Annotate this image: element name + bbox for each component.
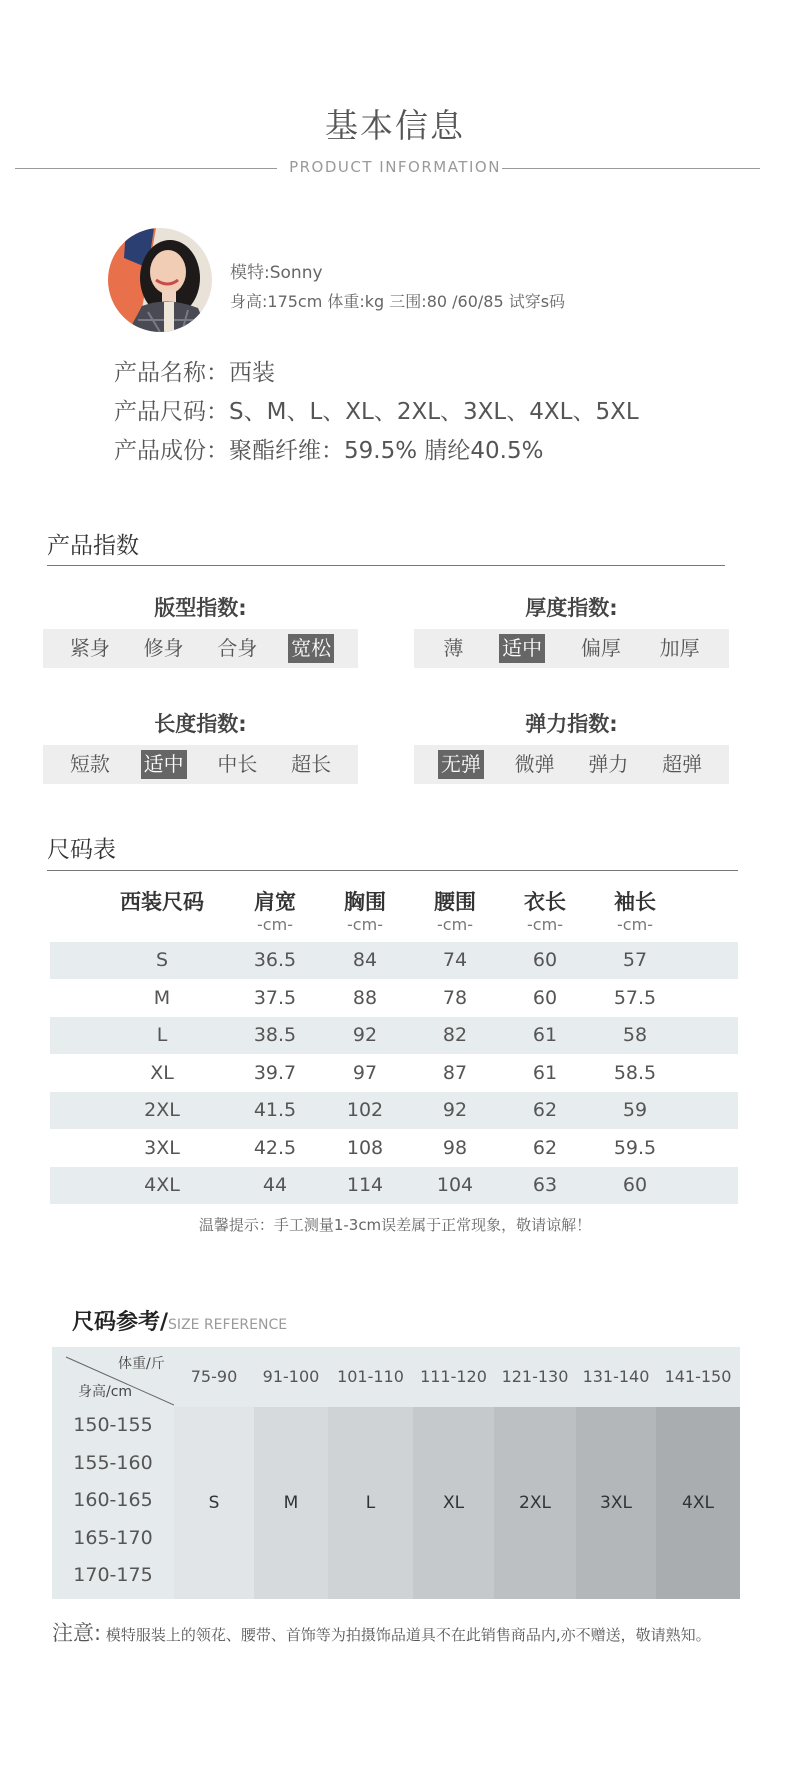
page-subtitle: PRODUCT INFORMATION (289, 158, 501, 176)
size-label-cell: 4XL (144, 1174, 180, 1196)
measurement-cell: 114 (346, 1174, 384, 1196)
size-chart-unit: -cm- (347, 915, 383, 934)
measurement-cell: 74 (442, 949, 468, 971)
elasticity-index-bar (414, 745, 729, 784)
measurement-cell: 57.5 (613, 986, 657, 1009)
measurement-cell: 92 (442, 1099, 468, 1121)
elasticity-option-selected: 无弹 (438, 750, 484, 779)
measurement-cell: 39.7 (253, 1061, 297, 1084)
divider-right (502, 168, 760, 169)
size-label-cell: L (156, 1024, 168, 1046)
note-text: 模特服装上的领花、腰带、首饰等为拍摄饰品道具不在此销售商品内,亦不赠送，敬请熟知。 (105, 1626, 711, 1644)
size-chart-header: 腰围 (434, 890, 476, 914)
size-chart-row (50, 942, 738, 979)
height-range-label: 160-165 (73, 1489, 153, 1511)
note-label: 注意: (52, 1621, 102, 1645)
size-reference-corner (52, 1347, 174, 1407)
disclaimer-note (52, 1617, 711, 1647)
fit-index-title: 版型指数: (154, 596, 247, 620)
measurement-cell: 88 (352, 986, 378, 1009)
measurement-cell: 37.5 (253, 986, 297, 1009)
measurement-cell: 58.5 (613, 1061, 657, 1084)
measurement-cell: 102 (346, 1099, 384, 1121)
indices-divider (47, 565, 725, 566)
length-index-bar (43, 745, 358, 784)
measurement-cell: 82 (442, 1024, 468, 1046)
product-name: 产品名称：西装 (114, 360, 275, 386)
measurement-cell: 42.5 (253, 1136, 297, 1159)
thickness-option-selected: 适中 (499, 634, 545, 663)
size-label-cell: 2XL (144, 1099, 180, 1121)
measurement-cell: 59 (622, 1099, 648, 1121)
measurement-cell: 84 (352, 949, 378, 971)
size-chart-divider (47, 870, 738, 871)
size-chart-row (50, 1092, 738, 1129)
model-photo (108, 228, 212, 332)
measurement-cell: 38.5 (253, 1024, 297, 1046)
measurement-cell: 104 (436, 1174, 474, 1196)
recommended-size: L (365, 1493, 376, 1513)
size-chart-header: 西装尺码 (120, 890, 204, 914)
measurement-cell: 61 (532, 1061, 558, 1084)
size-chart-header: 袖长 (614, 890, 656, 914)
size-chart-unit: -cm- (437, 915, 473, 934)
size-label-cell: 3XL (144, 1136, 180, 1159)
size-chart-header: 衣长 (524, 890, 566, 914)
size-chart-row (50, 1130, 738, 1167)
measurement-cell: 61 (532, 1024, 558, 1046)
measurement-cell: 44 (262, 1174, 288, 1196)
measurement-cell: 60 (532, 949, 558, 971)
thickness-option: 加厚 (659, 636, 700, 660)
weight-range-header: 111-120 (420, 1367, 487, 1386)
model-name: 模特:Sonny (230, 263, 323, 283)
measurement-cell: 41.5 (253, 1099, 297, 1121)
corner-height-label: 身高/cm (78, 1384, 133, 1400)
fit-option-selected: 宽松 (288, 634, 334, 663)
fit-option: 合身 (217, 636, 258, 660)
product-sizes: 产品尺码：S、M、L、XL、2XL、3XL、4XL、5XL (114, 399, 639, 425)
measurement-cell: 62 (532, 1099, 558, 1121)
elasticity-option: 超弹 (662, 752, 703, 776)
weight-range-header: 91-100 (262, 1367, 320, 1386)
recommended-size: XL (442, 1493, 465, 1513)
size-reference-title (72, 1305, 287, 1336)
fit-index-bar (43, 629, 358, 668)
weight-range-header: 141-150 (664, 1367, 732, 1386)
length-option: 超长 (291, 752, 332, 776)
measurement-cell: 59.5 (613, 1136, 657, 1159)
elasticity-option: 弹力 (588, 752, 629, 776)
weight-range-header: 75-90 (190, 1367, 238, 1386)
height-range-label: 165-170 (73, 1526, 153, 1549)
measurement-cell: 57 (622, 949, 648, 971)
model-stats: 身高:175cm 体重:kg 三围:80 /60/85 试穿s码 (230, 292, 566, 311)
height-range-label: 150-155 (73, 1414, 153, 1436)
thickness-index-bar (414, 629, 729, 668)
measurement-cell: 62 (532, 1136, 558, 1159)
fit-option: 修身 (143, 636, 184, 660)
measurement-cell: 63 (532, 1174, 558, 1196)
measurement-cell: 98 (442, 1136, 468, 1159)
model-avatar (108, 228, 212, 332)
thickness-option: 偏厚 (580, 636, 621, 660)
length-option: 短款 (69, 752, 110, 776)
length-option-selected: 适中 (141, 750, 187, 779)
size-chart-unit: -cm- (527, 915, 563, 934)
height-range-label: 155-160 (73, 1451, 153, 1474)
indices-section-title: 产品指数 (47, 533, 139, 559)
size-label-cell: S (155, 949, 169, 971)
recommended-size: S (208, 1493, 220, 1513)
elasticity-option: 微弹 (514, 752, 555, 776)
measurement-cell: 36.5 (253, 949, 297, 971)
size-chart-row (50, 1055, 738, 1092)
size-label-cell: XL (150, 1061, 174, 1084)
size-reference-title-text: 尺码参考/ (72, 1310, 169, 1335)
length-index-title: 长度指数: (154, 712, 247, 736)
size-chart-header: 肩宽 (254, 890, 296, 914)
size-chart-header: 胸围 (344, 890, 386, 914)
fit-option: 紧身 (69, 636, 110, 660)
recommended-size: 3XL (600, 1493, 632, 1513)
weight-range-header: 121-130 (501, 1367, 569, 1386)
measurement-cell: 58 (622, 1024, 648, 1046)
page-title: 基本信息 (325, 106, 465, 145)
measurement-cell: 97 (352, 1061, 378, 1084)
size-chart-row (50, 1167, 738, 1204)
measurement-cell: 108 (346, 1136, 384, 1159)
size-reference-subtitle: SIZE REFERENCE (168, 1317, 288, 1333)
measurement-cell: 78 (442, 986, 468, 1009)
weight-range-header: 131-140 (582, 1367, 650, 1386)
recommended-size: 2XL (519, 1493, 551, 1513)
weight-range-header: 101-110 (337, 1367, 404, 1386)
corner-weight-label: 体重/斤 (118, 1356, 165, 1372)
height-range-label: 170-175 (73, 1564, 153, 1586)
measurement-cell: 60 (622, 1174, 648, 1196)
recommended-size: 4XL (682, 1493, 714, 1513)
elasticity-index-title: 弹力指数: (525, 712, 618, 736)
measurement-cell: 60 (532, 986, 558, 1009)
thickness-index-title: 厚度指数: (525, 596, 618, 620)
size-chart-title: 尺码表 (47, 837, 116, 863)
size-chart-row (50, 1017, 738, 1054)
recommended-size: M (283, 1493, 299, 1513)
length-option: 中长 (217, 752, 258, 776)
product-material: 产品成份：聚酯纤维：59.5% 腈纶40.5% (114, 438, 544, 464)
size-label-cell: M (153, 986, 171, 1009)
size-chart-unit: -cm- (257, 915, 293, 934)
size-chart-unit: -cm- (617, 915, 653, 934)
measurement-cell: 92 (352, 1024, 378, 1046)
thickness-option: 薄 (443, 636, 464, 660)
size-chart-tip: 温馨提示：手工测量1-3cm误差属于正常现象，敬请谅解！ (198, 1216, 592, 1234)
measurement-cell: 87 (442, 1061, 468, 1084)
size-chart-row (50, 980, 738, 1017)
